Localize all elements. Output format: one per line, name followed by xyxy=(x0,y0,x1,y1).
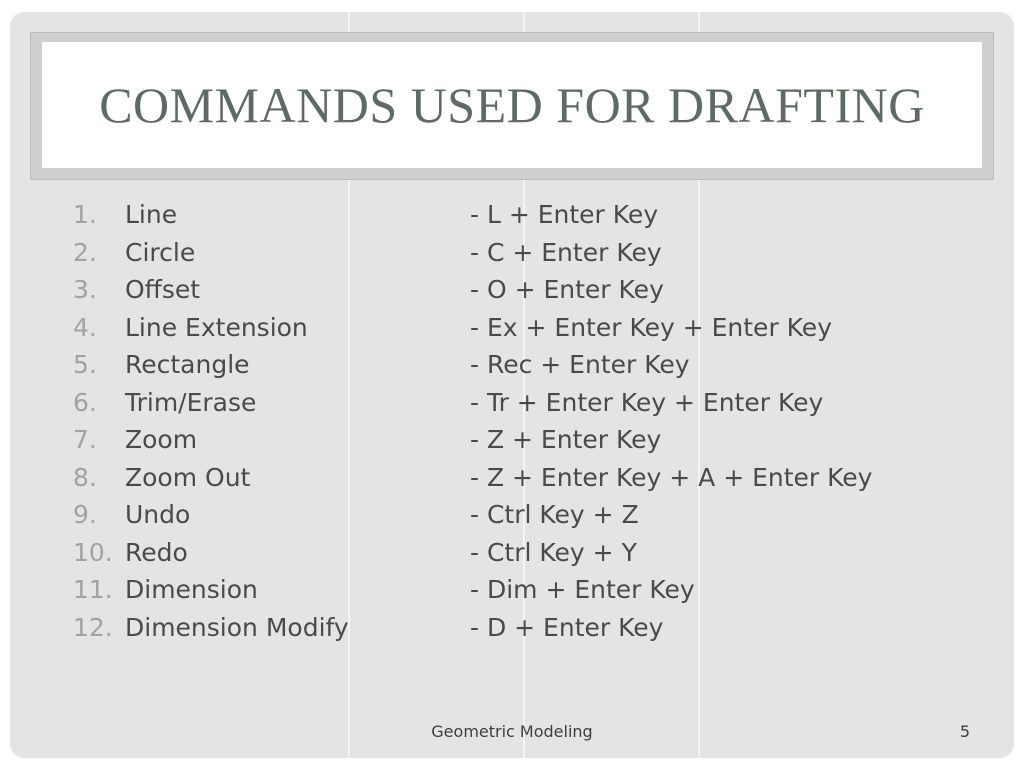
command-shortcut: - Z + Enter Key + A + Enter Key xyxy=(470,462,873,492)
command-name: Trim/Erase xyxy=(125,387,257,417)
command-name: Dimension Modify xyxy=(125,612,349,642)
command-name: Offset xyxy=(125,275,201,304)
command-shortcut: - O + Enter Key xyxy=(470,275,664,304)
command-name: Line xyxy=(125,200,178,229)
command-shortcut: - Ex + Enter Key + Enter Key xyxy=(470,312,832,342)
command-shortcut: - Ctrl Key + Y xyxy=(470,537,637,567)
command-name: Dimension xyxy=(125,575,258,604)
command-row xyxy=(10,346,1014,384)
command-number: 3. xyxy=(73,275,97,304)
command-row xyxy=(10,384,1014,422)
slide-title: COMMANDS USED FOR DRAFTING xyxy=(99,77,925,133)
command-name: Circle xyxy=(125,237,196,267)
command-row xyxy=(10,271,1014,309)
slide xyxy=(10,12,1014,758)
command-number: 8. xyxy=(73,462,97,492)
command-shortcut: - D + Enter Key xyxy=(470,612,664,642)
command-number: 12. xyxy=(73,612,113,642)
command-number: 4. xyxy=(73,312,97,342)
command-number: 2. xyxy=(73,237,97,267)
command-row xyxy=(10,496,1014,534)
command-row xyxy=(10,196,1014,234)
command-row xyxy=(10,309,1014,347)
command-row xyxy=(10,609,1014,647)
command-row xyxy=(10,571,1014,609)
command-shortcut: - L + Enter Key xyxy=(470,200,659,229)
title-frame xyxy=(30,32,994,180)
command-shortcut: - Dim + Enter Key xyxy=(470,575,695,604)
command-row xyxy=(10,234,1014,272)
command-name: Undo xyxy=(125,500,191,529)
command-number: 10. xyxy=(73,537,113,567)
command-shortcut: - Tr + Enter Key + Enter Key xyxy=(470,387,824,417)
command-name: Zoom Out xyxy=(125,462,251,492)
command-name: Rectangle xyxy=(125,350,250,379)
command-number: 11. xyxy=(73,575,113,604)
command-name: Zoom xyxy=(125,425,198,454)
command-number: 5. xyxy=(73,350,97,379)
command-shortcut: - C + Enter Key xyxy=(470,237,662,267)
command-name: Line Extension xyxy=(125,312,308,342)
page-number: 5 xyxy=(959,722,970,741)
command-row xyxy=(10,459,1014,497)
slide-footer: Geometric Modeling xyxy=(431,722,593,741)
command-row xyxy=(10,534,1014,572)
command-shortcut: - Rec + Enter Key xyxy=(470,350,690,379)
command-number: 1. xyxy=(73,200,97,229)
command-name: Redo xyxy=(125,537,188,567)
command-number: 6. xyxy=(73,387,97,417)
command-list xyxy=(10,196,1014,646)
command-shortcut: - Z + Enter Key xyxy=(470,425,662,454)
title-panel xyxy=(42,42,982,168)
command-number: 9. xyxy=(73,500,97,529)
command-number: 7. xyxy=(73,425,97,454)
command-row xyxy=(10,421,1014,459)
command-shortcut: - Ctrl Key + Z xyxy=(470,500,639,529)
